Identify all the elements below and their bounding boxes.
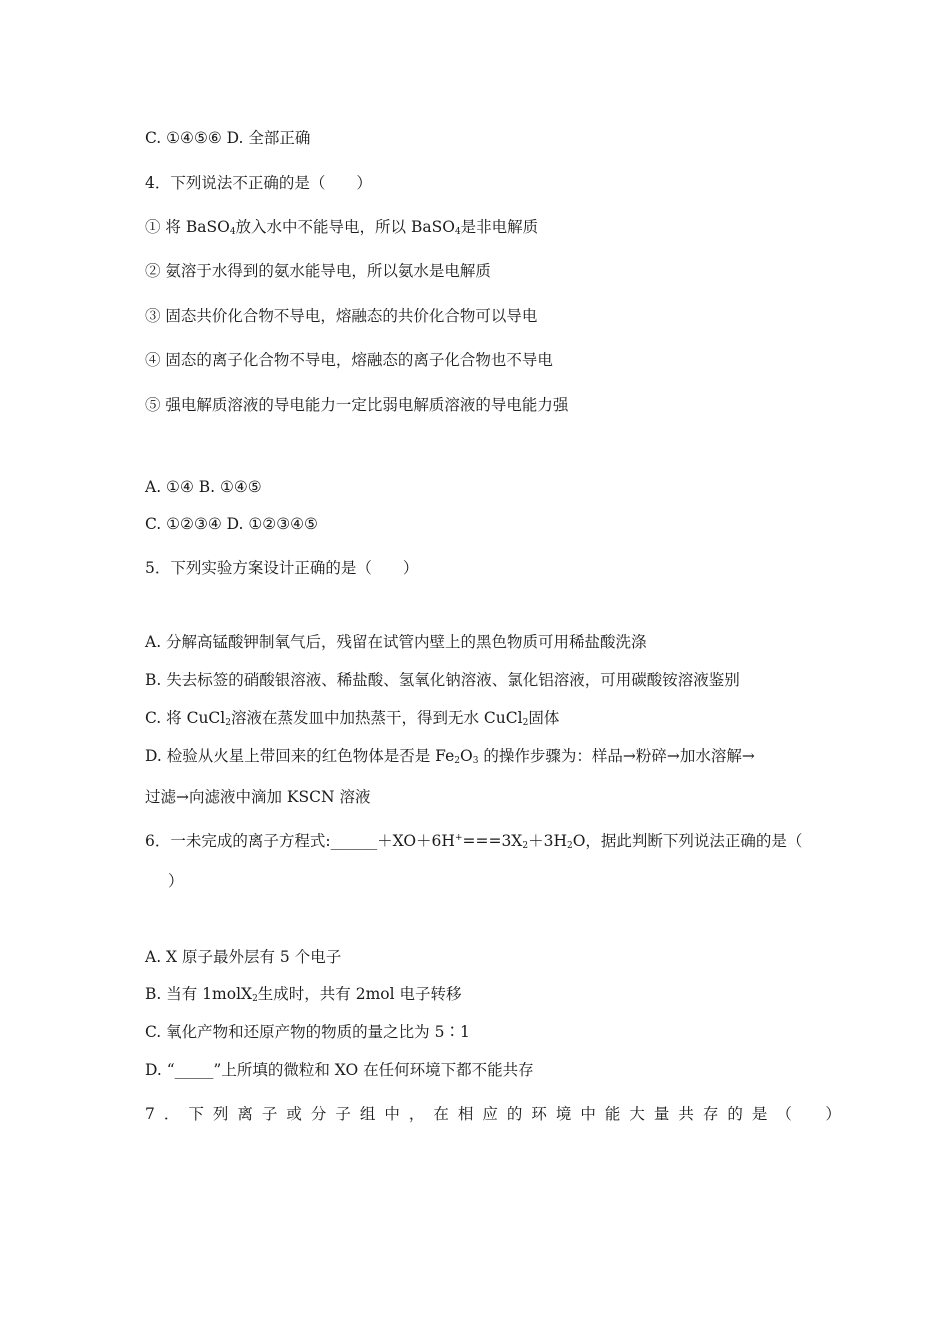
q4-statement-1: ① 将 BaSO$_4$放入水中不能导电，所以 BaSO$_4$是非电解质 [145, 218, 539, 237]
q4-statement-3: ③ 固态共价化合物不导电，熔融态的共价化合物可以导电 [145, 307, 538, 325]
q5-option-c: C. 将 CuCl$_2$溶液在蒸发皿中加热蒸干，得到无水 CuCl$_2$固体 [145, 709, 560, 728]
q4-statement-5: ⑤ 强电解质溶液的导电能力一定比弱电解质溶液的导电能力强 [145, 396, 569, 414]
q5-option-a: A. 分解高锰酸钾制氧气后，残留在试管内壁上的黑色物质可用稀盐酸洗涤 [145, 633, 647, 651]
q6-option-b: B. 当有 1molX$_2$生成时，共有 2mol 电子转移 [145, 985, 462, 1004]
q5-option-d: D. 检验从火星上带回来的红色物体是否是 $Fe_2O_3$ 的操作步骤为：样品→粉碎→加水溶解→ [145, 747, 755, 766]
q6-stem-continued: ） [168, 872, 184, 890]
q7-stem: 7．下列离子或分子组中，在相应的环境中能大量共存的是（ ） [145, 1105, 850, 1123]
q5-option-d-continued: 过滤→向滤液中滴加 KSCN 溶液 [145, 788, 371, 806]
q6-option-a: A. X 原子最外层有 5 个电子 [145, 948, 342, 966]
q4-stem: 4．下列说法不正确的是（ ） [145, 174, 372, 192]
q4-statement-4: ④ 固态的离子化合物不导电，熔融态的离子化合物也不导电 [145, 351, 553, 369]
q4-option-a-b: A. ①④ B. ①④⑤ [145, 478, 262, 496]
q5-stem: 5．下列实验方案设计正确的是（ ） [145, 559, 419, 577]
q4-statement-2: ② 氨溶于水得到的氨水能导电，所以氨水是电解质 [145, 262, 491, 280]
q4-option-c-d: C. ①②③④ D. ①②③④⑤ [145, 515, 318, 533]
q3-option-c-d: C. ①④⑤⑥ D. 全部正确 [145, 129, 311, 147]
q6-option-d: D. “_____”上所填的微粒和 XO 在任何环境下都不能共存 [145, 1061, 534, 1079]
q6-stem: 6．一未完成的离子方程式$:\_\_\_\_\_\_+XO+6H^+===3X_2+3H_2O$，据此判断下列说法正确的是（ [145, 832, 803, 851]
q5-option-b: B. 失去标签的硝酸银溶液、稀盐酸、氢氧化钠溶液、氯化铝溶液，可用碳酸铵溶液鉴别 [145, 671, 740, 689]
q6-option-c: C. 氧化产物和还原产物的物质的量之比为 5∶1 [145, 1023, 470, 1041]
